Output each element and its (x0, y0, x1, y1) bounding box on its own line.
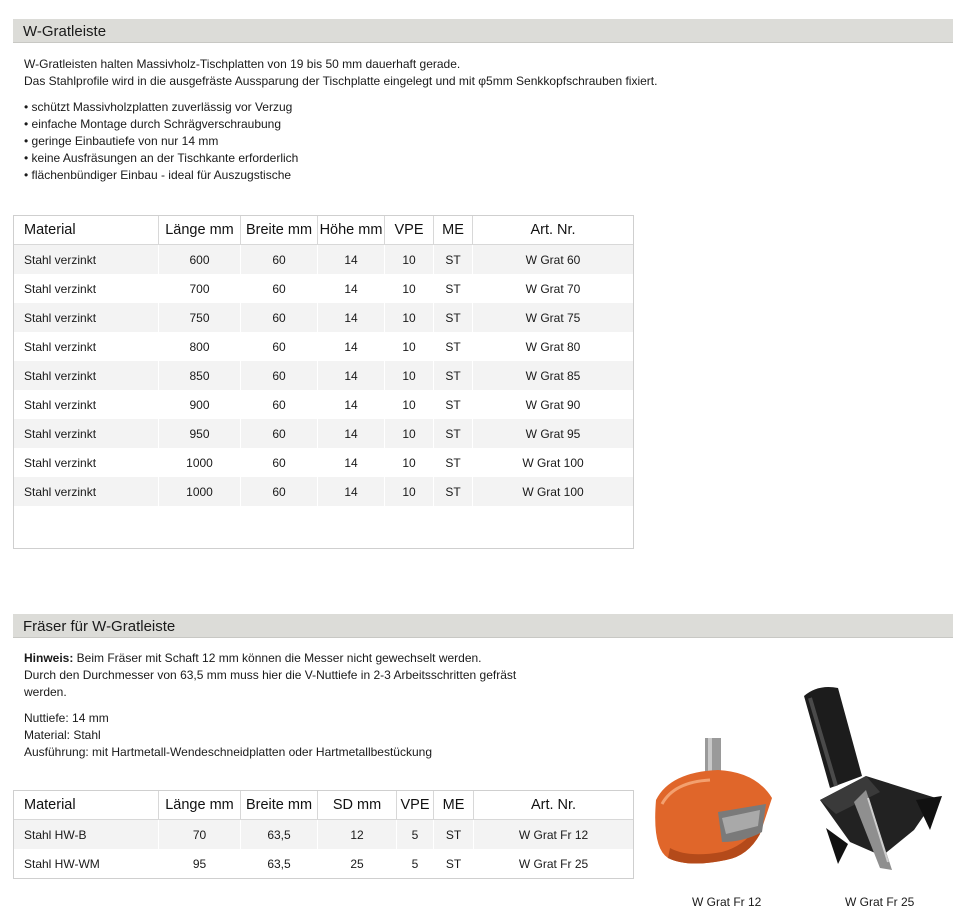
cell-breite: 60 (241, 361, 318, 390)
cell-laenge: 600 (159, 245, 241, 274)
cell-breite: 60 (241, 477, 318, 506)
cell-breite: 60 (241, 303, 318, 332)
cell-me: ST (434, 332, 473, 361)
cell-me: ST (434, 245, 473, 274)
table-row (14, 245, 633, 274)
cell-art-nr: W Grat 95 (473, 419, 633, 448)
cell-hoehe: 14 (318, 419, 385, 448)
cell-material: Stahl verzinkt (14, 390, 159, 419)
feature-item: • geringe Einbautiefe von nur 14 mm (24, 134, 219, 148)
cell-art-nr: W Grat 90 (473, 390, 633, 419)
col-header-vpe: VPE (385, 216, 434, 245)
cell-art-nr: W Grat 100 (473, 448, 633, 477)
cell-me: ST (434, 448, 473, 477)
col-header-me: ME (434, 216, 473, 245)
cell-material: Stahl verzinkt (14, 332, 159, 361)
spec-execution: Ausführung: mit Hartmetall-Wendeschneidplatten oder Hartmetallbestückung (24, 745, 432, 759)
cell-art-nr: W Grat Fr 25 (474, 849, 633, 878)
cell-vpe: 10 (385, 419, 434, 448)
section-title-w-gratleiste: W-Gratleiste (13, 19, 953, 43)
hint-line-1 (24, 650, 516, 667)
cell-laenge: 900 (159, 390, 241, 419)
cell-art-nr: W Grat 60 (473, 245, 633, 274)
cell-vpe: 5 (397, 849, 434, 878)
cell-hoehe: 14 (318, 477, 385, 506)
table-header-row (14, 216, 633, 245)
col-header-vpe: VPE (397, 791, 434, 820)
cell-breite: 63,5 (241, 820, 318, 849)
table-row (14, 448, 633, 477)
cell-laenge: 950 (159, 419, 241, 448)
cell-vpe: 5 (397, 820, 434, 849)
hint-block (24, 650, 516, 701)
cell-breite: 60 (241, 274, 318, 303)
cell-breite: 60 (241, 419, 318, 448)
spec-block (24, 710, 432, 761)
cell-laenge: 800 (159, 332, 241, 361)
col-header-art-nr: Art. Nr. (473, 216, 633, 245)
fraeser-table (13, 790, 634, 879)
cell-me: ST (434, 477, 473, 506)
feature-list (24, 99, 298, 184)
section-title-fraeser: Fräser für W-Gratleiste (13, 614, 953, 638)
spec-depth: Nuttiefe: 14 mm (24, 711, 109, 725)
cell-material: Stahl verzinkt (14, 303, 159, 332)
cell-hoehe: 14 (318, 245, 385, 274)
cell-sd: 25 (318, 849, 397, 878)
cell-sd: 12 (318, 820, 397, 849)
cell-breite: 60 (241, 245, 318, 274)
intro-line-2: Das Stahlprofile wird in die ausgefräste Aussparung der Tischplatte eingelegt und mit φ5mm Senkkopfschrauben fixiert. (24, 74, 658, 88)
cell-art-nr: W Grat 70 (473, 274, 633, 303)
cell-me: ST (434, 820, 474, 849)
cell-material: Stahl verzinkt (14, 245, 159, 274)
caption-fr25: W Grat Fr 25 (845, 895, 915, 909)
feature-item: • keine Ausfräsungen an der Tischkante erforderlich (24, 151, 299, 165)
table-row (14, 274, 633, 303)
cell-breite: 60 (241, 332, 318, 361)
table-row (14, 820, 633, 849)
cell-hoehe: 14 (318, 303, 385, 332)
cell-me: ST (434, 390, 473, 419)
cell-me: ST (434, 849, 474, 878)
cell-vpe: 10 (385, 448, 434, 477)
hint-line-3: werden. (24, 685, 67, 699)
cell-material: Stahl HW-B (14, 820, 159, 849)
col-header-laenge: Länge mm (159, 791, 241, 820)
gratleiste-table (13, 215, 634, 549)
col-header-laenge: Länge mm (159, 216, 241, 245)
caption-fr12: W Grat Fr 12 (692, 895, 762, 909)
cell-breite: 60 (241, 448, 318, 477)
col-header-material: Material (14, 216, 159, 245)
cell-art-nr: W Grat 80 (473, 332, 633, 361)
table-row (14, 419, 633, 448)
cell-hoehe: 14 (318, 448, 385, 477)
hint-line-2: Durch den Durchmesser von 63,5 mm muss hier die V-Nuttiefe in 2-3 Arbeitsschritten gefräst (24, 668, 517, 682)
cutter-fr25-image (796, 680, 946, 890)
table-row (14, 390, 633, 419)
cutter-fr12-image (648, 730, 778, 890)
col-header-art-nr: Art. Nr. (474, 791, 633, 820)
col-header-breite: Breite mm (241, 216, 318, 245)
hint-text: Beim Fräser mit Schaft 12 mm können die Messer nicht gewechselt werden. (73, 651, 482, 665)
cell-material: Stahl verzinkt (14, 419, 159, 448)
cell-material: Stahl verzinkt (14, 361, 159, 390)
col-header-hoehe: Höhe mm (318, 216, 385, 245)
cell-me: ST (434, 361, 473, 390)
cell-vpe: 10 (385, 477, 434, 506)
table-row (14, 849, 633, 878)
cell-laenge: 700 (159, 274, 241, 303)
table-row (14, 332, 633, 361)
cell-laenge: 1000 (159, 477, 241, 506)
table-header-row (14, 791, 633, 820)
spec-material: Material: Stahl (24, 728, 101, 742)
cell-art-nr: W Grat 75 (473, 303, 633, 332)
cell-material: Stahl HW-WM (14, 849, 159, 878)
feature-item: • schützt Massivholzplatten zuverlässig vor Verzug (24, 100, 293, 114)
hint-label: Hinweis: (24, 651, 74, 665)
cell-laenge: 850 (159, 361, 241, 390)
table-row (14, 477, 633, 506)
col-header-material: Material (14, 791, 159, 820)
cell-me: ST (434, 303, 473, 332)
col-header-me: ME (434, 791, 474, 820)
cell-vpe: 10 (385, 361, 434, 390)
feature-item: • flächenbündiger Einbau - ideal für Auszugstische (24, 168, 292, 182)
intro-text (24, 56, 657, 90)
cell-laenge: 70 (159, 820, 241, 849)
cell-breite: 63,5 (241, 849, 318, 878)
cell-material: Stahl verzinkt (14, 477, 159, 506)
cell-vpe: 10 (385, 390, 434, 419)
cell-breite: 60 (241, 390, 318, 419)
cell-vpe: 10 (385, 245, 434, 274)
table-row (14, 361, 633, 390)
cell-laenge: 750 (159, 303, 241, 332)
cell-art-nr: W Grat 85 (473, 361, 633, 390)
intro-line-1: W-Gratleisten halten Massivholz-Tischplatten von 19 bis 50 mm dauerhaft gerade. (24, 57, 461, 71)
col-header-breite: Breite mm (241, 791, 318, 820)
cell-material: Stahl verzinkt (14, 448, 159, 477)
cell-hoehe: 14 (318, 361, 385, 390)
cell-laenge: 95 (159, 849, 241, 878)
cell-hoehe: 14 (318, 274, 385, 303)
cell-material: Stahl verzinkt (14, 274, 159, 303)
cell-vpe: 10 (385, 303, 434, 332)
col-header-sd: SD mm (318, 791, 397, 820)
cell-vpe: 10 (385, 332, 434, 361)
table-row (14, 303, 633, 332)
cell-me: ST (434, 419, 473, 448)
cell-art-nr: W Grat Fr 12 (474, 820, 633, 849)
cell-laenge: 1000 (159, 448, 241, 477)
cell-hoehe: 14 (318, 332, 385, 361)
cell-art-nr: W Grat 100 (473, 477, 633, 506)
cell-me: ST (434, 274, 473, 303)
table-empty-space (14, 506, 633, 548)
cell-vpe: 10 (385, 274, 434, 303)
feature-item: • einfache Montage durch Schrägverschraubung (24, 117, 282, 131)
cell-hoehe: 14 (318, 390, 385, 419)
